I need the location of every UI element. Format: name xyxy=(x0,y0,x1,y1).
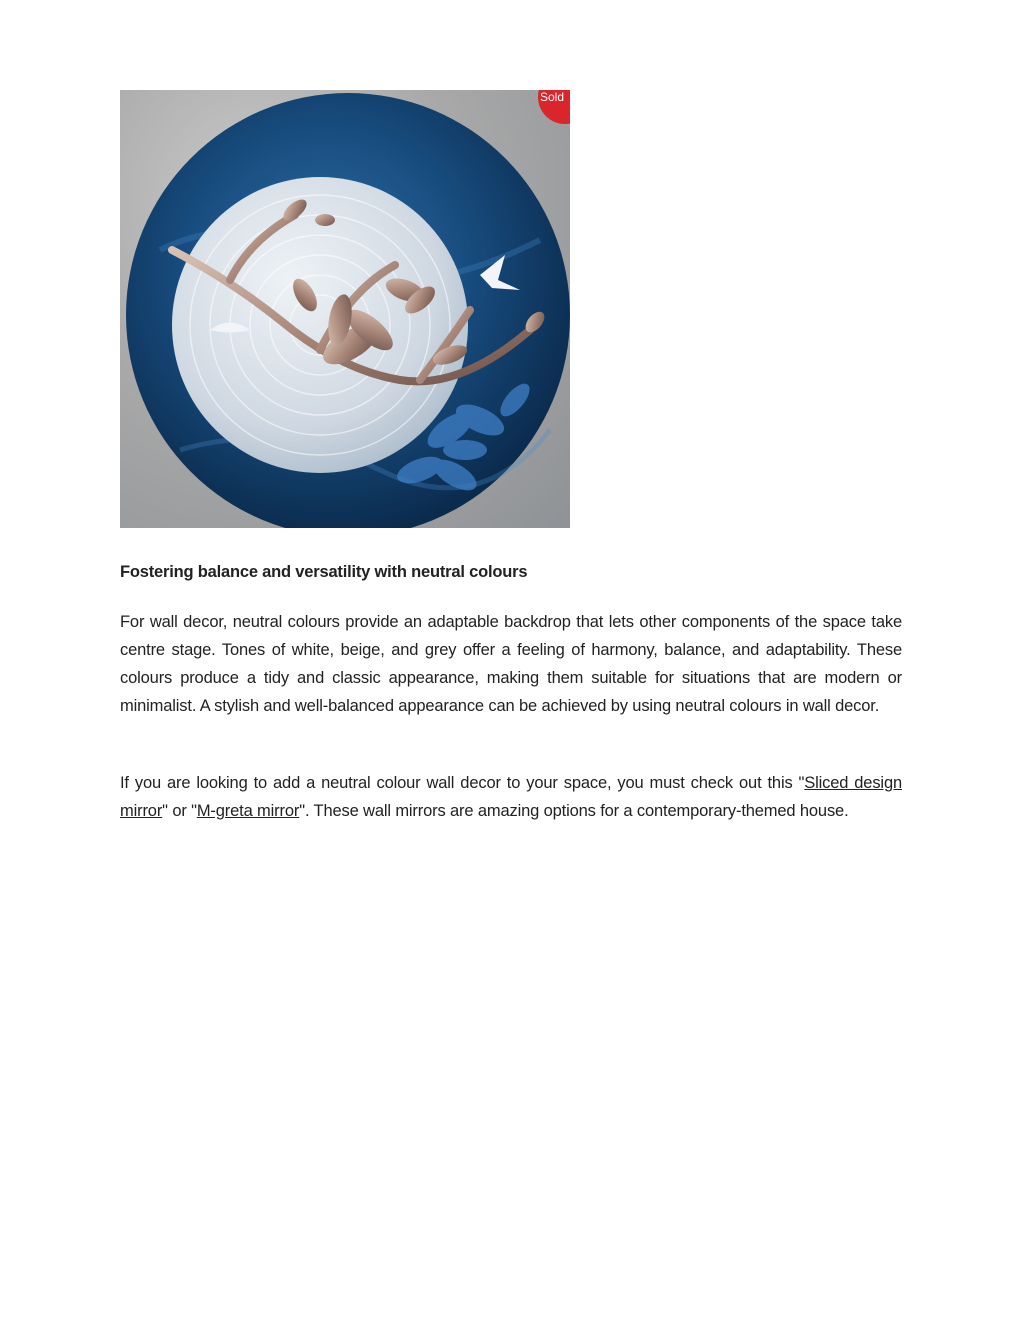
paragraph-text-between: " or " xyxy=(162,802,197,820)
m-greta-mirror-link[interactable]: M-greta mirror xyxy=(196,802,300,820)
wall-decor-image xyxy=(120,90,570,528)
paragraph-recommendation xyxy=(120,769,902,825)
paragraph-text-before: If you are looking to add a neutral colour wall decor to your space, you must check out this " xyxy=(120,774,805,792)
sold-badge-label: Sold xyxy=(539,90,564,104)
wall-decor-illustration xyxy=(120,90,570,528)
paragraph-neutral-colours: For wall decor, neutral colours provide an adaptable backdrop that lets other components of the space take centre stage. Tones of white, beige, and grey offer a feeling of harmony, balance, and adaptability. These colours produce a tidy and classic appearance, making them suitable for situations that are modern or minimalist. A stylish and well-balanced appearance can be achieved by using neutral colours in wall decor. xyxy=(120,613,902,715)
section-heading: Fostering balance and versatility with neutral colours xyxy=(120,563,528,581)
sliced-design-mirror-link[interactable]: Sliced design mirror xyxy=(120,774,902,820)
paragraph-text-after: ". These wall mirrors are amazing options for a contemporary-themed house. xyxy=(299,802,849,820)
